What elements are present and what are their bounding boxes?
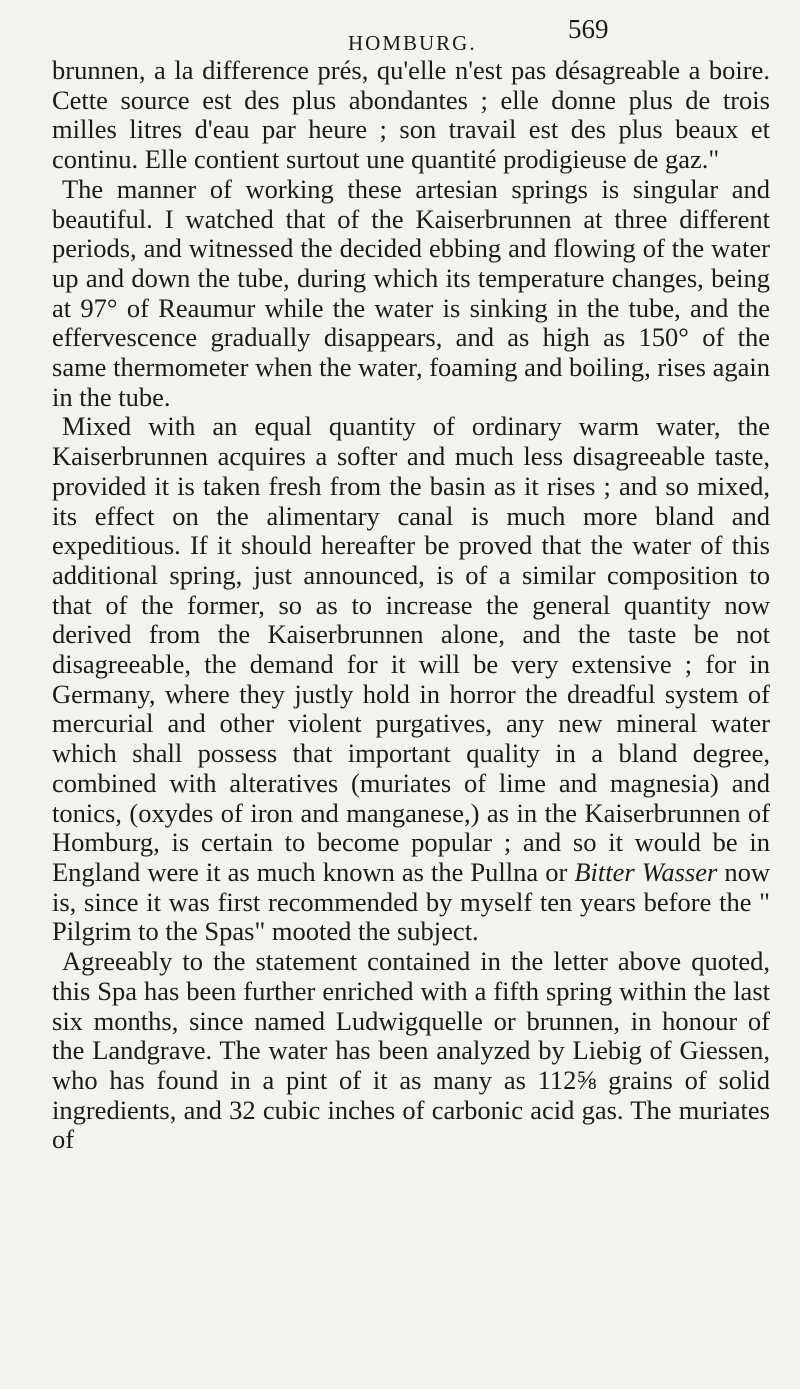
paragraph: [52, 412, 770, 947]
paragraph: [52, 56, 770, 175]
paragraph-text: brunnen, a la difference prés, qu'elle n'est pas désagreable a boire. Cette source est des plus abondantes ; elle donne plus de trois milles litres d'eau par heure ; son travail est des plus beaux et continu. Elle contient surtout une quantité prodigieuse de gaz.": [52, 55, 770, 175]
italic-term: Bitter Wasser: [574, 856, 718, 887]
page-number: 569: [568, 14, 609, 44]
paragraph-text: Agreeably to the statement contained in the letter above quoted, this Spa has been further enriched with a fifth spring within the last six months, since named Ludwigquelle or brunnen, in honour of the Landgrave. The water has been analyzed by Liebig of Giessen, who has found in a pint of it as many as 112⅝ grains of solid ingredients, and 32 cubic inches of carbonic acid gas. The muriates of: [52, 946, 770, 1155]
paragraph-text: The manner of working these artesian springs is singular and beautiful. I watched that of the Kaiserbrunnen at three different periods, and witnessed the decided ebbing and flowing of the water up and down the tube, during which its temperature changes, being at 97° of Reaumur while the water is sinking in the tube, and the effervescence gradually disappears, and as high as 150° of the same thermometer when the water, foaming and boiling, rises again in the tube.: [52, 173, 770, 412]
paragraph: [52, 175, 770, 413]
paragraph-text: now is, since it was first recommended by myself ten years before the " Pilgrim to the Spas" mooted the subject.: [52, 856, 771, 947]
paragraph: [52, 947, 770, 1155]
paragraph-text: Mixed with an equal quantity of ordinary warm water, the Kaiserbrunnen acquires a softer and much less disagreeable taste, provided it is taken fresh from the basin as it rises ; and so mixed, its effect on the alimentary canal is much more bland and expeditious. If it should hereafter be proved that the water of this additional spring, just announced, is of a similar composition to that of the former, so as to increase the general quantity now derived from the Kaiserbrunnen alone, and the taste be not disagreeable, the demand for it will be very extensive ; for in Germany, where they justly hold in horror the dreadful system of mercurial and other violent purgatives, any new mineral water which shall possess that important quality in a bland degree, combined with alteratives (muriates of lime and magnesia) and tonics, (oxydes of iron and manganese,) as in the Kaiserbrunnen of Homburg, is certain to become popular ; and so it would be in England were it as much known as the Pullna or: [52, 411, 770, 887]
running-title: HOMBURG.: [348, 31, 477, 55]
body-text: [52, 56, 770, 1155]
running-head: [52, 0, 770, 56]
